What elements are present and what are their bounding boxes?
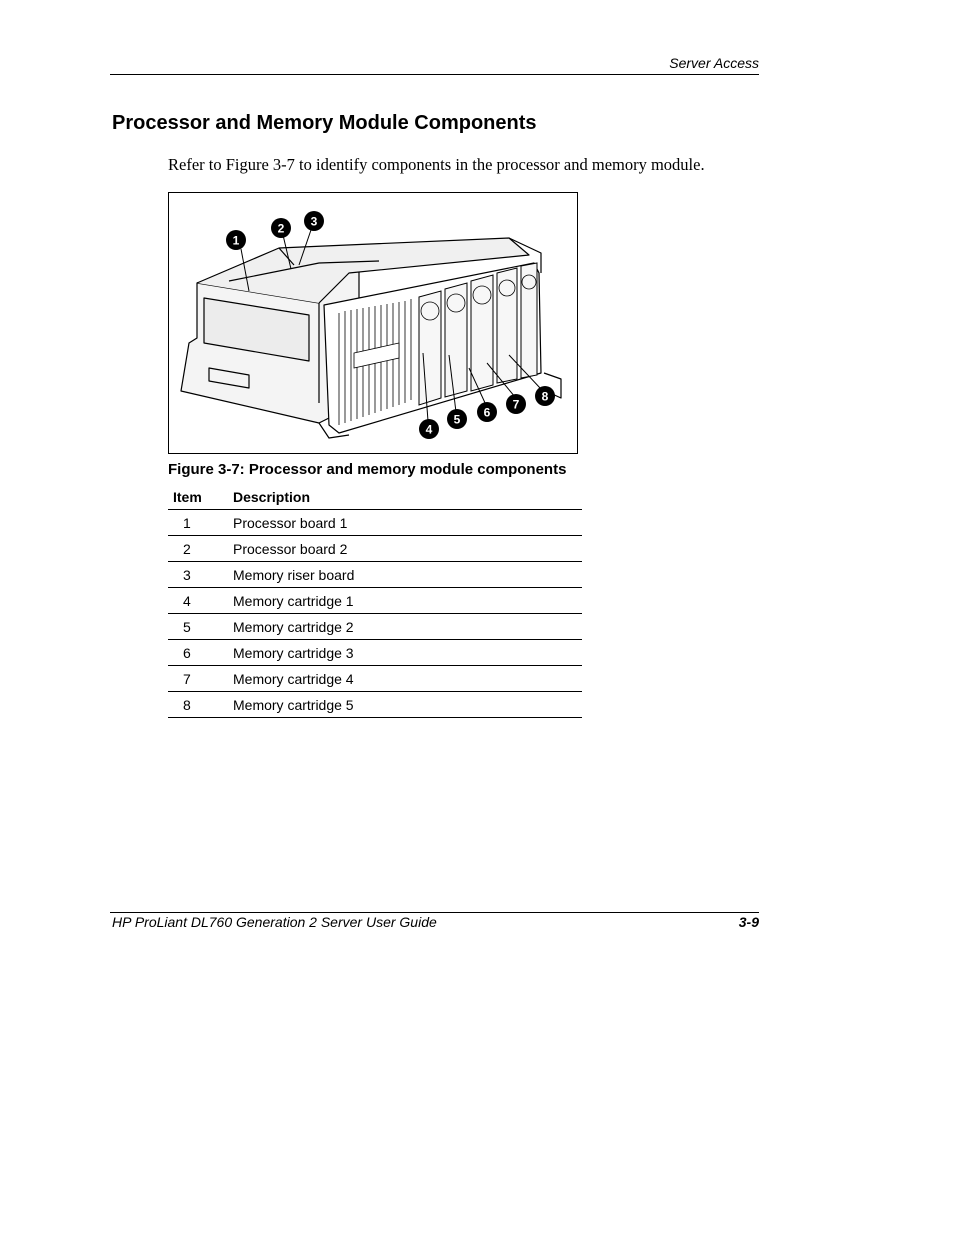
- callout-1-label: 1: [232, 233, 240, 248]
- footer-title: HP ProLiant DL760 Generation 2 Server User Guide: [112, 914, 437, 930]
- item-description: Memory cartridge 3: [233, 640, 582, 666]
- callout-6-label: 6: [483, 405, 491, 420]
- figure-caption: Figure 3-7: Processor and memory module components: [168, 461, 567, 478]
- component-table: [168, 488, 582, 718]
- footer-rule: [110, 912, 759, 913]
- item-description: Memory cartridge 1: [233, 588, 582, 614]
- item-description: Processor board 2: [233, 536, 582, 562]
- item-number: 1: [168, 510, 233, 536]
- table-row: [168, 510, 582, 536]
- table-row: [168, 666, 582, 692]
- item-number: 8: [168, 692, 233, 718]
- item-description: Memory cartridge 4: [233, 666, 582, 692]
- callout-8-label: 8: [541, 389, 549, 404]
- column-header-description: Description: [233, 488, 582, 510]
- table-row: [168, 692, 582, 718]
- column-header-item: Item: [168, 488, 233, 510]
- item-description: Memory riser board: [233, 562, 582, 588]
- page-number: 3-9: [738, 914, 759, 930]
- callout-3-label: 3: [310, 214, 318, 229]
- table-row: [168, 562, 582, 588]
- item-number: 7: [168, 666, 233, 692]
- table-header-row: [168, 488, 582, 510]
- header-rule: [110, 74, 759, 75]
- item-description: Processor board 1: [233, 510, 582, 536]
- module-drawing: [169, 193, 578, 454]
- callout-4-label: 4: [425, 422, 433, 437]
- item-number: 5: [168, 614, 233, 640]
- table-row: [168, 640, 582, 666]
- item-number: 2: [168, 536, 233, 562]
- callout-5-label: 5: [453, 412, 461, 427]
- table-row: [168, 536, 582, 562]
- callout-2-label: 2: [277, 221, 285, 236]
- item-description: Memory cartridge 5: [233, 692, 582, 718]
- figure-illustration: [168, 192, 578, 454]
- section-title: Processor and Memory Module Components: [112, 112, 537, 134]
- item-number: 6: [168, 640, 233, 666]
- item-number: 3: [168, 562, 233, 588]
- intro-paragraph: Refer to Figure 3-7 to identify components in the processor and memory module.: [168, 155, 705, 174]
- callout-7-label: 7: [512, 397, 520, 412]
- table-row: [168, 588, 582, 614]
- item-number: 4: [168, 588, 233, 614]
- running-header: Server Access: [669, 55, 759, 71]
- item-description: Memory cartridge 2: [233, 614, 582, 640]
- table-row: [168, 614, 582, 640]
